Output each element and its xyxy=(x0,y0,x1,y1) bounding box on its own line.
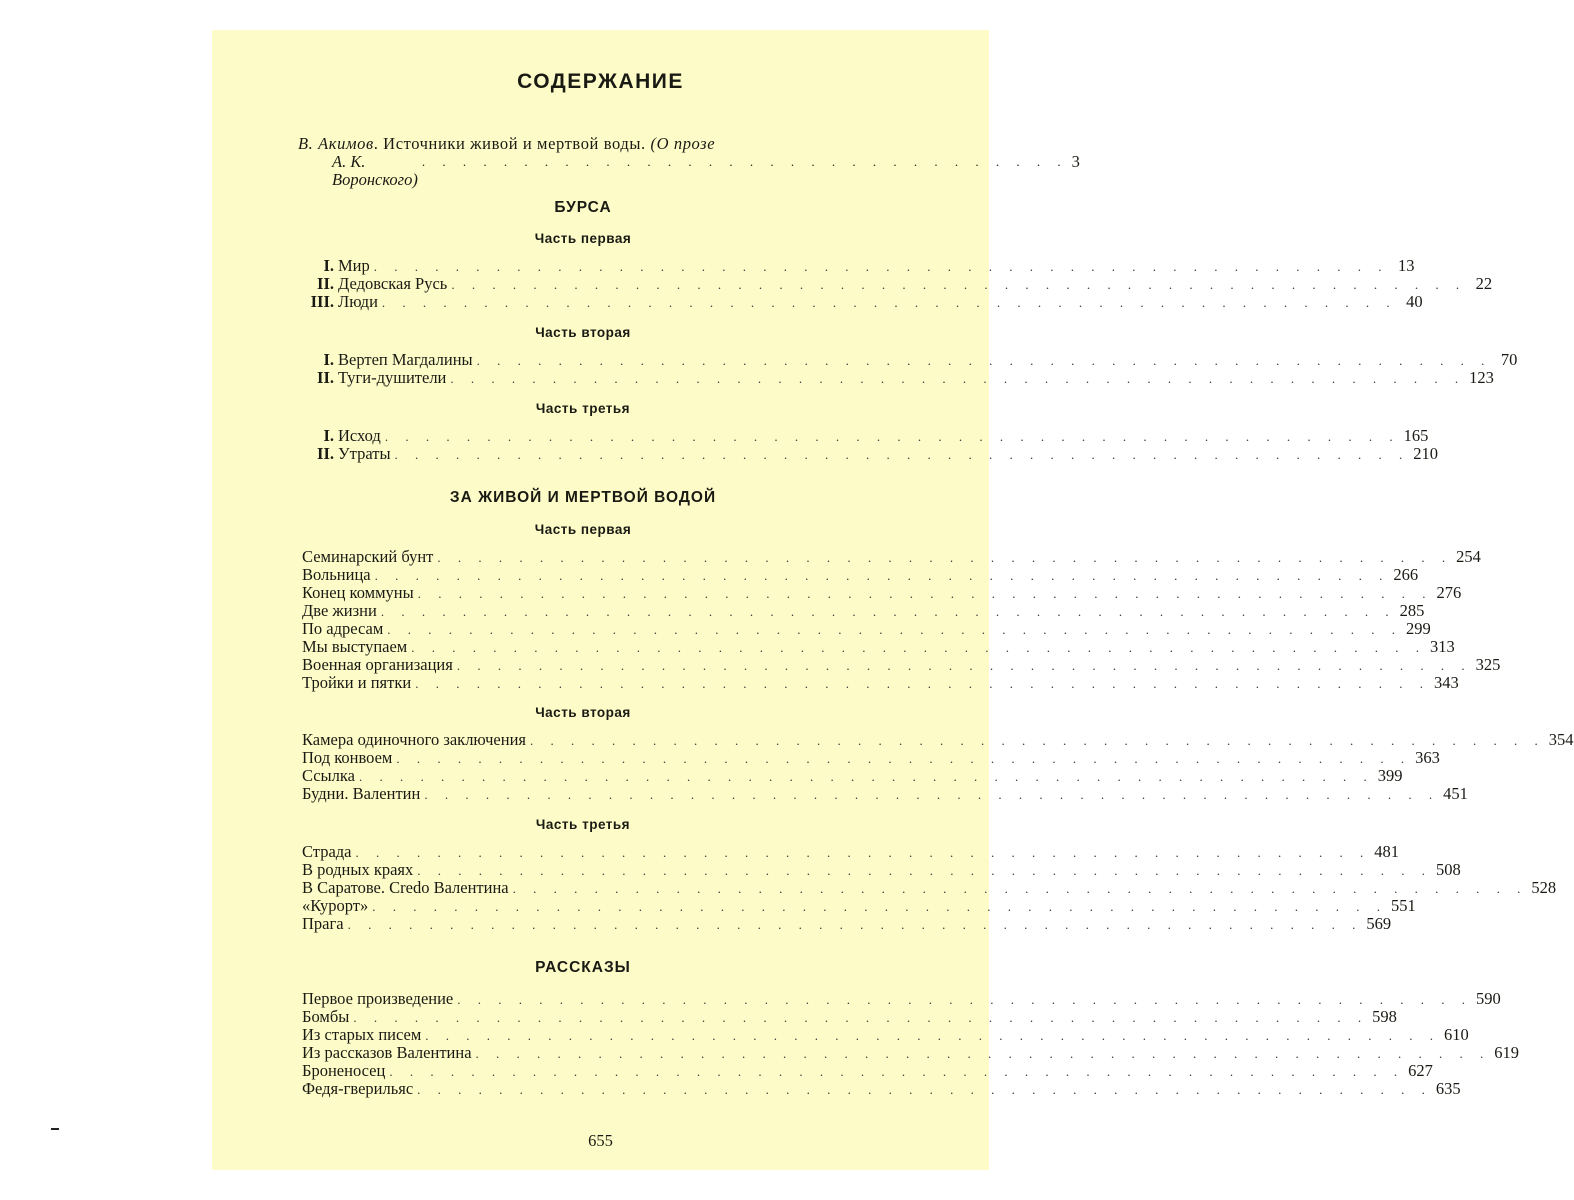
toc-entry[interactable] xyxy=(302,896,1416,915)
toc-entry[interactable] xyxy=(302,860,1461,879)
entry-title: Ссылка xyxy=(302,766,355,785)
leader-dots: . . . . . . . . . . . . . . . . . . . . . . . . . . . . . . . . . . . . . . . . . . . . . . . . . . xyxy=(372,899,1388,914)
entry-title: Из старых писем xyxy=(302,1025,422,1044)
entry-page: 451 xyxy=(1443,784,1468,803)
leader-dots: . . . . . . . . . . . . . . . . . . . . . . . . . . . . . . . . . . . . . . . . . . . . . . . . . . xyxy=(512,881,1528,896)
entry-page: 363 xyxy=(1415,748,1440,767)
chapter-number: II. xyxy=(317,274,334,293)
entry-page: 610 xyxy=(1444,1025,1469,1044)
entry-title: Люди xyxy=(338,292,378,311)
entry-title: Исход xyxy=(338,426,381,445)
leader-dots: . . . . . . . . . . . . . . . . . . . . . . . . . . . . . . . . . . . . . . . . . . . . . . . . . . xyxy=(384,429,1400,444)
entry-page: 285 xyxy=(1399,601,1425,620)
chapter-number: I. xyxy=(323,426,334,445)
leader-dots: . . . . . . . . . . . . . . . . . . . . . . . . . . . . . . . . . . . . . . . . . . . . . . . . . . xyxy=(417,586,1433,601)
leader-dots: . . . . . . . . . . . . . . . . . . . . . . . . . . . . . . . . . . . . . . . . . . . . . . . . . . xyxy=(394,447,1410,462)
toc-entry[interactable] xyxy=(302,426,1429,445)
entry-title: Вертеп Магдалины xyxy=(338,350,473,369)
chapter-number: II. xyxy=(317,368,334,387)
part-heading: Часть первая xyxy=(534,522,632,537)
leader-dots: . . . . . . . . . . . . . . . . . . . . . . . . . . . . . . . . . . . . . . . . . . . . . . . . . . xyxy=(530,733,1545,748)
part-heading: Часть третья xyxy=(535,401,631,416)
part-heading: Часть третья xyxy=(535,817,631,832)
entry-title: Камера одиночного заключения xyxy=(302,730,526,749)
entry-page: 343 xyxy=(1433,673,1459,692)
entry-page: 635 xyxy=(1435,1079,1461,1098)
leader-dots: . . . . . . . . . . . . . . . . . . . . . . . . . . . . . . . . . . . . . . . . . . . . . . . . . . xyxy=(415,676,1430,691)
toc-entry[interactable] xyxy=(302,730,1574,749)
leader-dots: . . . . . . . . . . . . . . . . . . . . . . . . . . . . . . . . . . . . . . . . . . . . . . . . . . xyxy=(417,863,1433,878)
entry-page: 619 xyxy=(1494,1043,1520,1062)
leader-dots: . . . . . . . . . . . . . . . . . . . . . . . . . . . . . . . . . . . . . . . . . . . . . . . . . . xyxy=(396,751,1412,766)
toc-entry[interactable] xyxy=(302,989,1501,1008)
entry-title: Под конвоем xyxy=(302,748,393,767)
toc-entry[interactable] xyxy=(302,766,1403,785)
entry-title: В Саратове. Credo Валентина xyxy=(302,878,509,897)
chapter-number: III. xyxy=(310,292,334,311)
part-heading: Часть первая xyxy=(534,231,632,246)
toc-entry[interactable] xyxy=(302,748,1440,767)
entry-page: 590 xyxy=(1476,989,1501,1008)
entry-title: Семинарский бунт xyxy=(302,547,434,566)
entry-title: Федя-гверильяс xyxy=(302,1079,414,1098)
intro-page: 3 xyxy=(1071,152,1080,171)
leader-dots: . . . . . . . . . . . . . . . . . . . . . . . . . . . . . . . . . . . . . . . . . . . . . . . . . . xyxy=(424,787,1440,802)
toc-entry[interactable] xyxy=(302,1025,1469,1044)
toc-entry[interactable] xyxy=(302,583,1462,602)
entry-page: 299 xyxy=(1406,619,1431,638)
page-number: 655 xyxy=(588,1131,613,1150)
leader-dots: . . . . . . . . . . . . . . . . . . . . . . . . . . . . . . . . . . . . . . . . . . . . . . . . . . xyxy=(389,1064,1405,1079)
entry-page: 165 xyxy=(1403,426,1429,445)
leader-dots: . . . . . . . . . . . . . . . . . . . . . . . . . . . . . . . . xyxy=(421,154,1068,169)
entry-page: 276 xyxy=(1436,583,1462,602)
toc-entry[interactable] xyxy=(302,1007,1397,1026)
toc-entry[interactable] xyxy=(302,914,1392,933)
entry-title: Дедовская Русь xyxy=(338,274,448,293)
toc-entry[interactable] xyxy=(302,1043,1520,1062)
intro-author: В. Акимов xyxy=(298,134,374,153)
toc-entry[interactable] xyxy=(302,673,1459,692)
leader-dots: . . . . . . . . . . . . . . . . . . . . . . . . . . . . . . . . . . . . . . . . . . . . . . . . . . xyxy=(437,550,1453,565)
entry-page: 13 xyxy=(1398,256,1415,275)
entry-title: Туги-душители xyxy=(338,368,447,387)
leader-dots: . . . . . . . . . . . . . . . . . . . . . . . . . . . . . . . . . . . . . . . . . . . . . . . . . . xyxy=(381,295,1397,310)
leader-dots: . . . . . . . . . . . . . . . . . . . . . . . . . . . . . . . . . . . . . . . . . . . . . . . . . . xyxy=(355,845,1371,860)
entry-title: Бомбы xyxy=(302,1007,350,1026)
toc-entry[interactable] xyxy=(302,256,1415,275)
leader-dots: . . . . . . . . . . . . . . . . . . . . . . . . . . . . . . . . . . . . . . . . . . . . . . . . . . xyxy=(450,371,1466,386)
entry-title: Военная организация xyxy=(302,655,453,674)
entry-title: Мы выступаем xyxy=(302,637,408,656)
entry-page: 551 xyxy=(1391,896,1416,915)
intro-note-1: (О прозе xyxy=(650,134,716,153)
entry-page: 528 xyxy=(1531,878,1557,897)
section-heading: РАССКАЗЫ xyxy=(535,959,631,976)
entry-title: Будни. Валентин xyxy=(302,784,421,803)
intro-title: Источники живой и мертвой воды. xyxy=(383,134,646,153)
page-title: СОДЕРЖАНИЕ xyxy=(517,70,684,93)
part-heading: Часть вторая xyxy=(535,705,631,720)
leader-dots: . . . . . . . . . . . . . . . . . . . . . . . . . . . . . . . . . . . . . . . . . . . . . . . . . . xyxy=(425,1028,1441,1043)
entry-page: 266 xyxy=(1393,565,1419,584)
toc-entry[interactable] xyxy=(302,784,1468,803)
entry-title: Мир xyxy=(338,256,370,275)
leader-dots: . . . . . . . . . . . . . . . . . . . . . . . . . . . . . . . . . . . . . . . . . . . . . . . . . . xyxy=(417,1082,1432,1097)
entry-page: 210 xyxy=(1413,444,1439,463)
entry-page: 254 xyxy=(1456,547,1481,566)
entry-page: 627 xyxy=(1408,1061,1433,1080)
leader-dots: . . . . . . . . . . . . . . . . . . . . . . . . . . . . . . . . . . . . . . . . . . . . . . . . . . xyxy=(358,769,1374,784)
entry-page: 598 xyxy=(1372,1007,1397,1026)
scan-mark xyxy=(51,1128,59,1130)
entry-title: Две жизни xyxy=(302,601,377,620)
leader-dots: . . . . . . . . . . . . . . . . . . . . . . . . . . . . . . . . . . . . . . . . . . . . . . . . . . xyxy=(411,640,1426,655)
entry-page: 325 xyxy=(1475,655,1501,674)
entry-page: 481 xyxy=(1374,842,1399,861)
leader-dots: . . . . . . . . . . . . . . . . . . . . . . . . . . . . . . . . . . . . . . . . . . . . . . . . . . xyxy=(456,658,1472,673)
toc-entry[interactable] xyxy=(302,547,1481,566)
entry-page: 569 xyxy=(1366,914,1392,933)
toc-entry[interactable] xyxy=(302,292,1423,311)
intro-note-2: А. К. Воронского) xyxy=(332,152,418,189)
entry-title: Вольница xyxy=(302,565,371,584)
chapter-number: I. xyxy=(323,350,334,369)
leader-dots: . . . . . . . . . . . . . . . . . . . . . . . . . . . . . . . . . . . . . . . . . . . . . . . . . . xyxy=(387,622,1403,637)
entry-title: Конец коммуны xyxy=(302,583,414,602)
section-heading: БУРСА xyxy=(554,199,612,216)
entry-title: Первое произведение xyxy=(302,989,454,1008)
toc-entry[interactable] xyxy=(302,1079,1461,1098)
toc-entry[interactable] xyxy=(302,368,1494,387)
chapter-number: I. xyxy=(323,256,334,275)
leader-dots: . . . . . . . . . . . . . . . . . . . . . . . . . . . . . . . . . . . . . . . . . . . . . . . . . . xyxy=(457,992,1472,1007)
entry-title: По адресам xyxy=(302,619,384,638)
toc-entry[interactable] xyxy=(302,350,1518,369)
part-heading: Часть вторая xyxy=(535,325,631,340)
entry-title: Страда xyxy=(302,842,352,861)
entry-title: Прага xyxy=(302,914,344,933)
toc-entry[interactable] xyxy=(302,637,1455,656)
toc-entry[interactable] xyxy=(302,565,1419,584)
entry-page: 123 xyxy=(1469,368,1494,387)
entry-title: В родных краях xyxy=(302,860,414,879)
intro-entry: В. Акимов. Источники живой и мертвой воды. (О прозе А. К. Воронского) . . . . . . . . . . . . . . . . . . . . . . . . . . . . . . . . 3 xyxy=(298,134,1080,189)
entry-page: 399 xyxy=(1377,766,1403,785)
leader-dots: . . . . . . . . . . . . . . . . . . . . . . . . . . . . . . . . . . . . . . . . . . . . . . . . . . xyxy=(353,1010,1369,1025)
leader-dots: . . . . . . . . . . . . . . . . . . . . . . . . . . . . . . . . . . . . . . . . . . . . . . . . . . xyxy=(476,353,1492,368)
leader-dots: . . . . . . . . . . . . . . . . . . . . . . . . . . . . . . . . . . . . . . . . . . . . . . . . . . xyxy=(374,568,1390,583)
toc-entry[interactable] xyxy=(302,274,1493,293)
leader-dots: . . . . . . . . . . . . . . . . . . . . . . . . . . . . . . . . . . . . . . . . . . . . . . . . . . xyxy=(380,604,1396,619)
entry-page: 40 xyxy=(1406,292,1423,311)
entry-page: 70 xyxy=(1500,350,1518,369)
toc-entry[interactable] xyxy=(302,655,1501,674)
toc-entry[interactable] xyxy=(302,842,1399,861)
entry-title: «Курорт» xyxy=(302,896,369,915)
leader-dots: . . . . . . . . . . . . . . . . . . . . . . . . . . . . . . . . . . . . . . . . . . . . . . . . . . xyxy=(451,277,1467,292)
chapter-number: II. xyxy=(317,444,334,463)
entry-page: 508 xyxy=(1436,860,1461,879)
entry-page: 313 xyxy=(1430,637,1455,656)
toc-entry[interactable] xyxy=(302,444,1439,463)
toc-entry[interactable] xyxy=(302,619,1431,638)
entry-title: Тройки и пятки xyxy=(302,673,412,692)
toc-entry[interactable] xyxy=(302,1061,1433,1080)
entry-title: Утраты xyxy=(338,444,391,463)
entry-page: 354 xyxy=(1548,730,1574,749)
entry-page: 22 xyxy=(1475,274,1493,293)
leader-dots: . . . . . . . . . . . . . . . . . . . . . . . . . . . . . . . . . . . . . . . . . . . . . . . . . . xyxy=(475,1046,1491,1061)
entry-title: Из рассказов Валентина xyxy=(302,1043,472,1062)
section-heading: ЗА ЖИВОЙ И МЕРТВОЙ ВОДОЙ xyxy=(449,489,717,506)
toc-entry[interactable] xyxy=(302,878,1557,897)
entry-title: Броненосец xyxy=(302,1061,386,1080)
toc-entry[interactable] xyxy=(302,601,1425,620)
leader-dots: . . . . . . . . . . . . . . . . . . . . . . . . . . . . . . . . . . . . . . . . . . . . . . . . . . xyxy=(347,917,1363,932)
book-page xyxy=(212,30,1574,1170)
leader-dots: . . . . . . . . . . . . . . . . . . . . . . . . . . . . . . . . . . . . . . . . . . . . . . . . . . xyxy=(373,259,1389,274)
